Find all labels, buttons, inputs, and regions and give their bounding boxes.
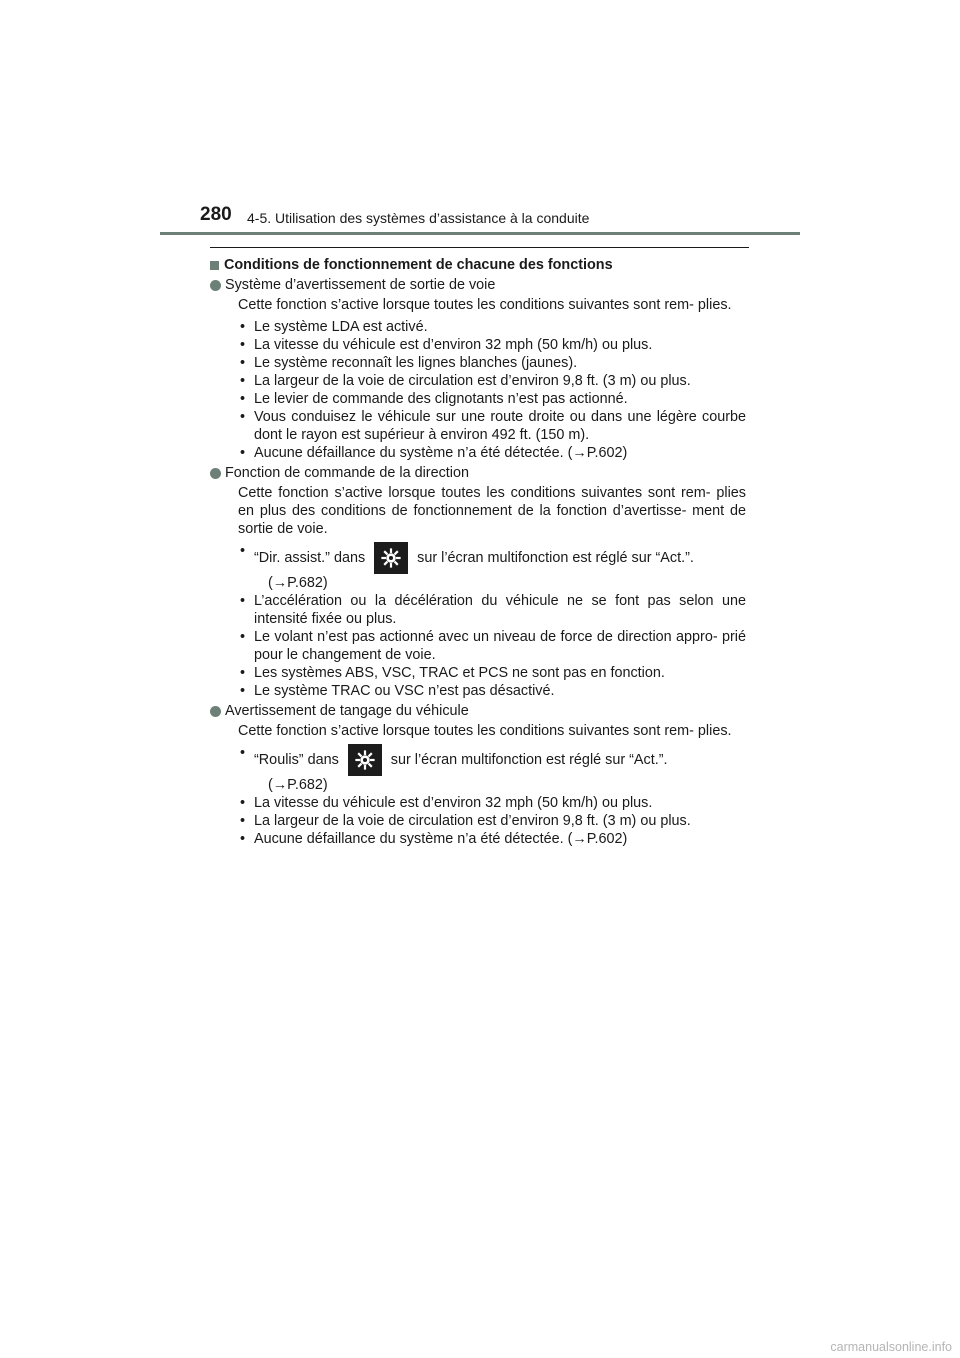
list-item: • Le système TRAC ou VSC n’est pas désactivé. xyxy=(240,682,746,700)
section-rule xyxy=(210,247,749,248)
circle-bullet-icon xyxy=(210,706,221,717)
list-item: • L’accélération ou la décélération du véhicule ne se font pas selon une intensité fixée ou plus. xyxy=(240,592,746,628)
function-title-lda xyxy=(210,276,746,294)
list-item-setting xyxy=(240,744,746,794)
function-title-text: Système d’avertissement de sortie de voie xyxy=(225,277,496,293)
list-item: • Le système reconnaît les lignes blanches (jaunes). xyxy=(240,354,746,372)
function-title-text: Avertissement de tangage du véhicule xyxy=(225,703,469,719)
section-heading xyxy=(210,256,746,274)
section-heading-text: Conditions de fonctionnement de chacune des fonctions xyxy=(224,257,613,273)
function-intro: Cette fonction s’active lorsque toutes les conditions suivantes sont rem- plies. xyxy=(238,723,732,739)
setting-text-before: • “Roulis” dans xyxy=(254,752,339,768)
list-item: • Le volant n’est pas actionné avec un niveau de force de direction appro- prié pour le changement de voie. xyxy=(240,628,746,664)
function-title-sway xyxy=(210,702,746,720)
setting-text-before: • “Dir. assist.” dans xyxy=(254,550,366,566)
content xyxy=(210,256,746,848)
list-item: • Le levier de commande des clignotants n’est pas actionné. xyxy=(240,390,746,408)
function-intro: Cette fonction s’active lorsque toutes les conditions suivantes sont rem- plies en plus des conditions de fonctionnement de la fonction d’avertisse- ment de sortie de voie. xyxy=(238,485,746,537)
list-item-setting xyxy=(240,542,746,592)
list-item: • Aucune défaillance du système n’a été détectée. (→P.602) xyxy=(240,444,746,462)
conditions-list-sway xyxy=(240,744,746,848)
chapter-title: 4-5. Utilisation des systèmes d’assistance à la conduite xyxy=(247,210,590,226)
list-item: • Vous conduisez le véhicule sur une route droite ou dans une légère courbe dont le rayon est supérieur à environ 492 ft. (150 m). xyxy=(240,408,746,444)
conditions-list-lda xyxy=(240,318,746,462)
gear-icon xyxy=(374,542,408,574)
list-item: • La largeur de la voie de circulation est d’environ 9,8 ft. (3 m) ou plus. xyxy=(240,812,746,830)
function-intro: Cette fonction s’active lorsque toutes les conditions suivantes sont rem- plies. xyxy=(238,297,732,313)
watermark: carmanualsonline.info xyxy=(830,1340,952,1354)
function-title-text: Fonction de commande de la direction xyxy=(225,465,469,481)
header-rule xyxy=(160,232,800,235)
list-item: • La vitesse du véhicule est d’environ 32 mph (50 km/h) ou plus. xyxy=(240,794,746,812)
circle-bullet-icon xyxy=(210,280,221,291)
page-number: 280 xyxy=(200,204,232,225)
list-item: • La largeur de la voie de circulation est d’environ 9,8 ft. (3 m) ou plus. xyxy=(240,372,746,390)
square-icon xyxy=(210,261,219,270)
gear-icon xyxy=(348,744,382,776)
setting-text-after: sur l’écran multifonction est réglé sur “Act.”. xyxy=(390,752,668,768)
function-title-steering xyxy=(210,464,746,482)
circle-bullet-icon xyxy=(210,468,221,479)
setting-reference: (→P.682) xyxy=(268,575,328,591)
setting-text-after: sur l’écran multifonction est réglé sur “Act.”. xyxy=(417,550,694,566)
list-item: • La vitesse du véhicule est d’environ 32 mph (50 km/h) ou plus. xyxy=(240,336,746,354)
setting-reference: (→P.682) xyxy=(268,777,328,793)
list-item: • Aucune défaillance du système n’a été détectée. (→P.602) xyxy=(240,830,746,848)
conditions-list-steering xyxy=(240,542,746,700)
list-item: • Le système LDA est activé. xyxy=(240,318,746,336)
list-item: • Les systèmes ABS, VSC, TRAC et PCS ne sont pas en fonction. xyxy=(240,664,746,682)
